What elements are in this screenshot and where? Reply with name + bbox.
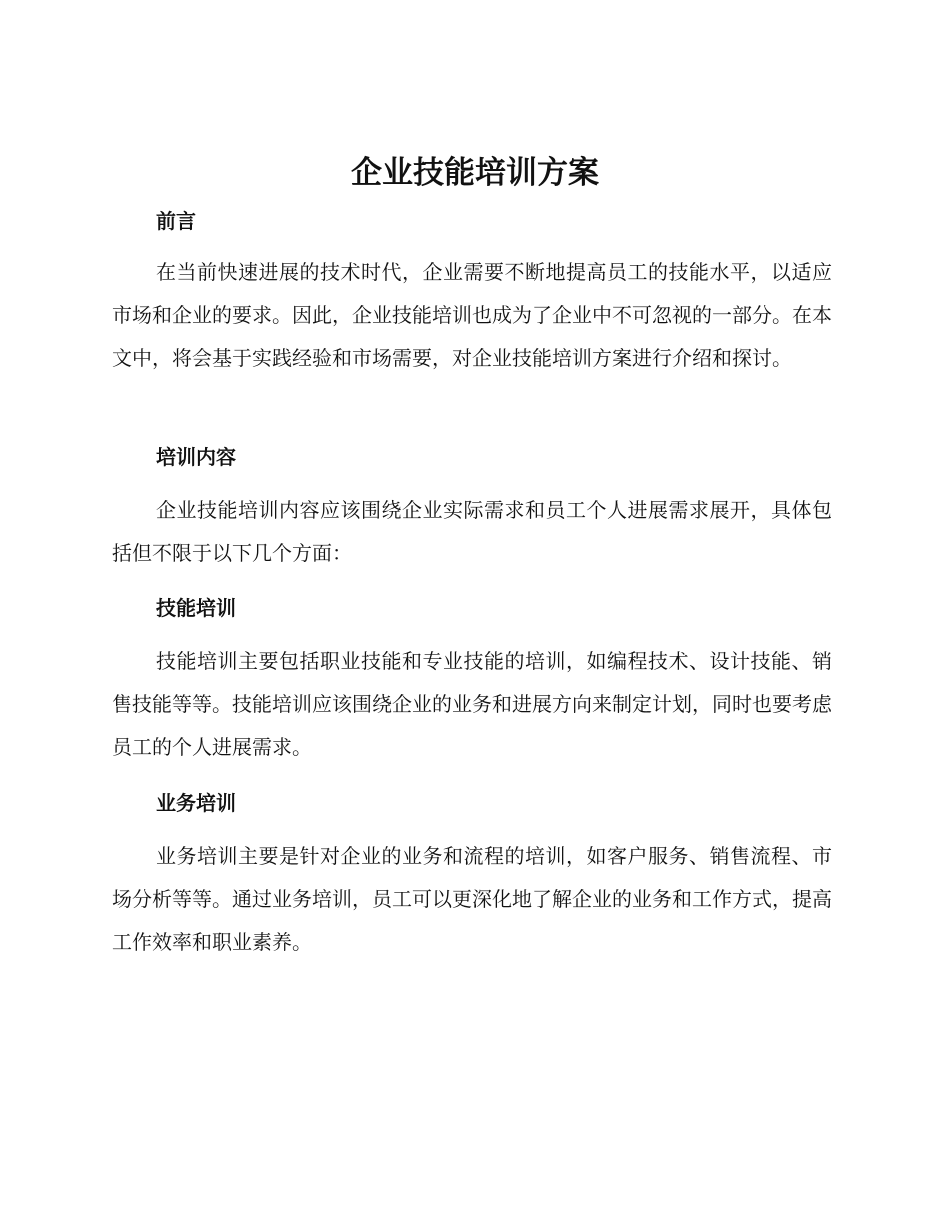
section-heading-preface: 前言 (156, 209, 196, 233)
section-heading-training-content: 培训内容 (156, 445, 236, 469)
section-paragraph-business-training: 业务培训主要是针对企业的业务和流程的培训，如客户服务、销售流程、市场分析等等。通过业务培训，员工可以更深化地了解企业的业务和工作方式，提高工作效率和职业素养。 (112, 844, 832, 954)
section-heading-business-training: 业务培训 (156, 791, 236, 815)
section-heading-skill-training: 技能培训 (156, 596, 236, 620)
section-paragraph-training-content: 企业技能培训内容应该围绕企业实际需求和员工个人进展需求展开，具体包括但不限于以下几个方面： (112, 498, 832, 565)
section-paragraph-skill-training: 技能培训主要包括职业技能和专业技能的培训，如编程技术、设计技能、销售技能等等。技能培训应该围绕企业的业务和进展方向来制定计划，同时也要考虑员工的个人进展需求。 (112, 649, 832, 759)
section-paragraph-preface: 在当前快速进展的技术时代，企业需要不断地提高员工的技能水平，以适应市场和企业的要求。因此，企业技能培训也成为了企业中不可忽视的一部分。在本文中，将会基于实践经验和市场需要，对企业技能培训方案进行介绍和探讨。 (112, 260, 832, 370)
document-title: 企业技能培训方案 (351, 155, 599, 191)
